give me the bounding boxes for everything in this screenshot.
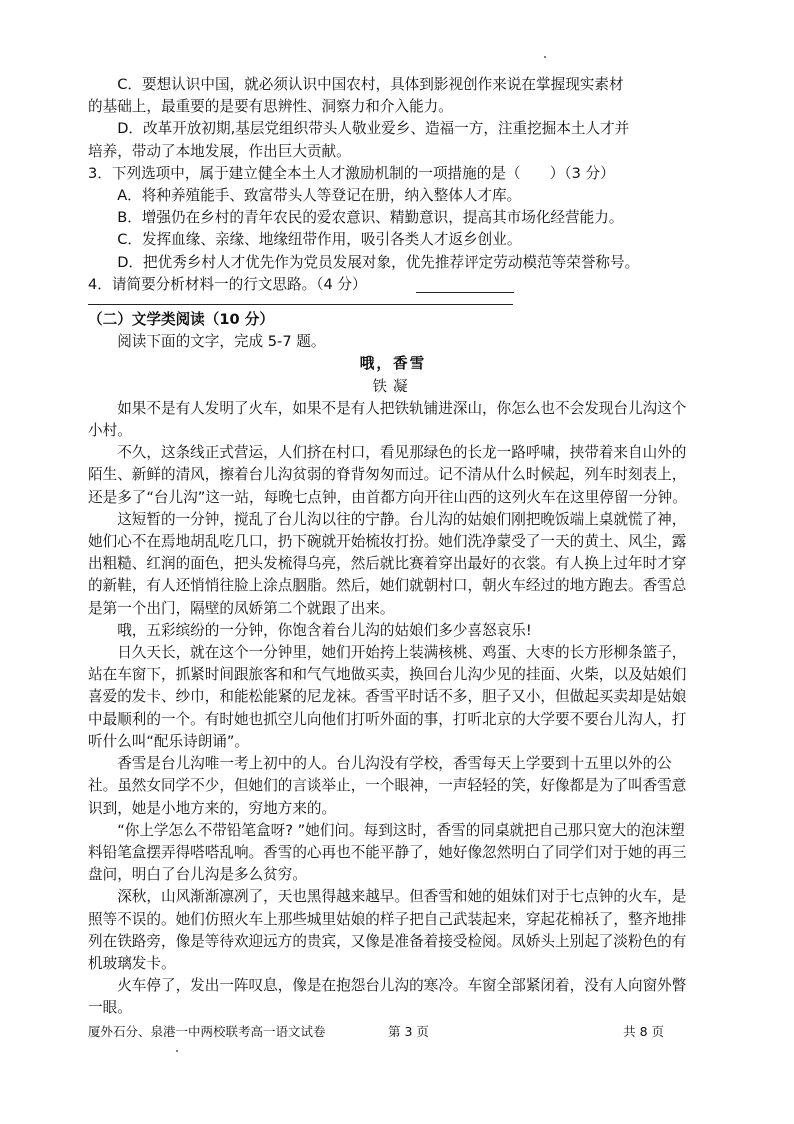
option-c-line2: 的基础上，最重要的是要有思辨性、洞察力和介入能力。 <box>88 98 453 116</box>
story-paragraph: 如果不是有人发明了火车，如果不是有人把铁轨铺进深山，你怎么也不会发现台儿沟这个小村。 <box>88 399 687 440</box>
question-3-option-a: A．将种养殖能手、致富带头人等登记在册，纳入整体人才库。 <box>117 187 522 205</box>
story-paragraph: 哦，五彩缤纷的一分钟，你饱含着台儿沟的姑娘们多少喜怒哀乐! <box>117 621 532 639</box>
question-3: 3．下列选项中，属于建立健全本土人才激励机制的一项措施的是（ ）（3 分） <box>88 164 615 182</box>
scan-speck <box>544 56 546 58</box>
section-heading: （二）文学类阅读（10 分） <box>88 311 274 329</box>
question-3-option-c: C．发挥血缘、亲缘、地缘纽带作用，吸引各类人才返乡创业。 <box>117 231 522 249</box>
reading-instruction: 阅读下面的文字，完成 5-7 题。 <box>117 333 326 351</box>
story-paragraph: 深秋，山风渐渐凛冽了，天也黑得越来越早。但香雪和她的姐妹们对于七点钟的火车，是照等不误的。她们仿照火车上那些城里姑娘的样子把自己武装起来，穿起花棉袄了，整齐地排列在铁路旁，像是等待欢迎远方的贵宾，又像是准备着接受检阅。凤娇头上别起了淡粉色的有机玻璃发卡。 <box>88 888 687 972</box>
story-paragraph: 这短暂的一分钟，搅乱了台儿沟以往的宁静。台儿沟的姑娘们刚把晚饭端上桌就慌了神，她们心不在焉地胡乱吃几口，扔下碗就开始梳妆打扮。她们洗净蒙受了一天的黄土、风尘，露出粗糙、红润的面色，把头发梳得乌亮，然后就比赛着穿出最好的衣裳。有人换上过年时才穿的新鞋，有人还悄悄往脸上涂点胭脂。然后，她们就朝村口，朝火车经过的地方跑去。香雪总是第一个出门，隔壁的凤娇第二个就跟了出来。 <box>88 510 687 617</box>
story-paragraph: 香雪是台儿沟唯一考上初中的人。台儿沟没有学校，香雪每天上学要到十五里以外的公社。虽然女同学不少，但她们的言谈举止，一个眼神，一声轻轻的笑，好像都是为了叫香雪意识到，她是小地方来的，穷地方来的。 <box>88 755 687 817</box>
question-3-option-b: B．增强仍在乡村的青年农民的爱农意识、精勤意识，提高其市场化经营能力。 <box>117 209 624 227</box>
question-4: 4．请简要分析材料一的行文思路。（4 分） <box>88 275 367 293</box>
scan-speck <box>176 1050 178 1052</box>
page-content <box>88 74 698 1020</box>
option-c-line1: C．要想认识中国，就必须认识中国农村，具体到影视创作来说在掌握现实素材 <box>117 76 624 93</box>
story-paragraph: “你上学怎么不带铅笔盒呀? ”她们问。每到这时，香雪的同桌就把自己那只宽大的泡沫塑料铅笔盒摆弄得嗒嗒乱响。香雪的心再也不能平静了，她好像忽然明白了同学们对于她的再三盘问，明白了台儿沟是多么贫穷。 <box>88 821 687 884</box>
story-paragraph: 不久，这条线正式营运，人们挤在村口，看见那绿色的长龙一路呼啸，挟带着来自山外的陌生、新鲜的清风，擦着台儿沟贫弱的脊背匆匆而过。记不清从什么时候起，列车时刻表上，还是多了“台儿沟”这一站，每晚七点钟，由首都方向开往山西的这列火车在这里停留一分钟。 <box>88 444 687 506</box>
story-paragraph: 日久天长，就在这个一分钟里，她们开始挎上装满核桃、鸡蛋、大枣的长方形柳条篮子，站在车窗下，抓紧时间跟旅客和和气气地做买卖，换回台儿沟少见的挂面、火柴，以及姑娘们喜爱的发卡、纱巾，和能松能紧的尼龙袜。香雪平时话不多，胆子又小，但做起买卖却是姑娘中最顺利的一个。有时她也抓空儿向他们打听外面的事，打听北京的大学要不要台儿沟人，打听什么叫“配乐诗朗诵”。 <box>88 644 687 750</box>
question-3-option-d: D．把优秀乡村人才优先作为党员发展对象，优先推荐评定劳动模范等荣誉称号。 <box>117 253 640 271</box>
story-title: 哦，香雪 <box>359 355 427 373</box>
story-paragraph: 火车停了，发出一阵叹息，像是在抱怨台儿沟的寒冷。车窗全部紧闭着，没有人向窗外瞥一眼。 <box>88 977 687 1017</box>
footer-page-number: 第 3 页 <box>388 1024 429 1039</box>
answer-line-extension <box>416 292 514 293</box>
answer-line <box>88 304 513 305</box>
footer-page-total: 共 8 页 <box>623 1024 664 1039</box>
option-d-line2: 培养，带动了本地发展，作出巨大贡献。 <box>88 142 351 160</box>
option-d-line1: D．改革开放初期,基层党组织带头人敬业爱乡、造福一方，注重挖掘本土人才并 <box>117 120 630 138</box>
story-author: 铁凝 <box>372 377 414 395</box>
footer-exam-name: 厦外石分、泉港一中两校联考高一语文试卷 <box>88 1024 326 1039</box>
